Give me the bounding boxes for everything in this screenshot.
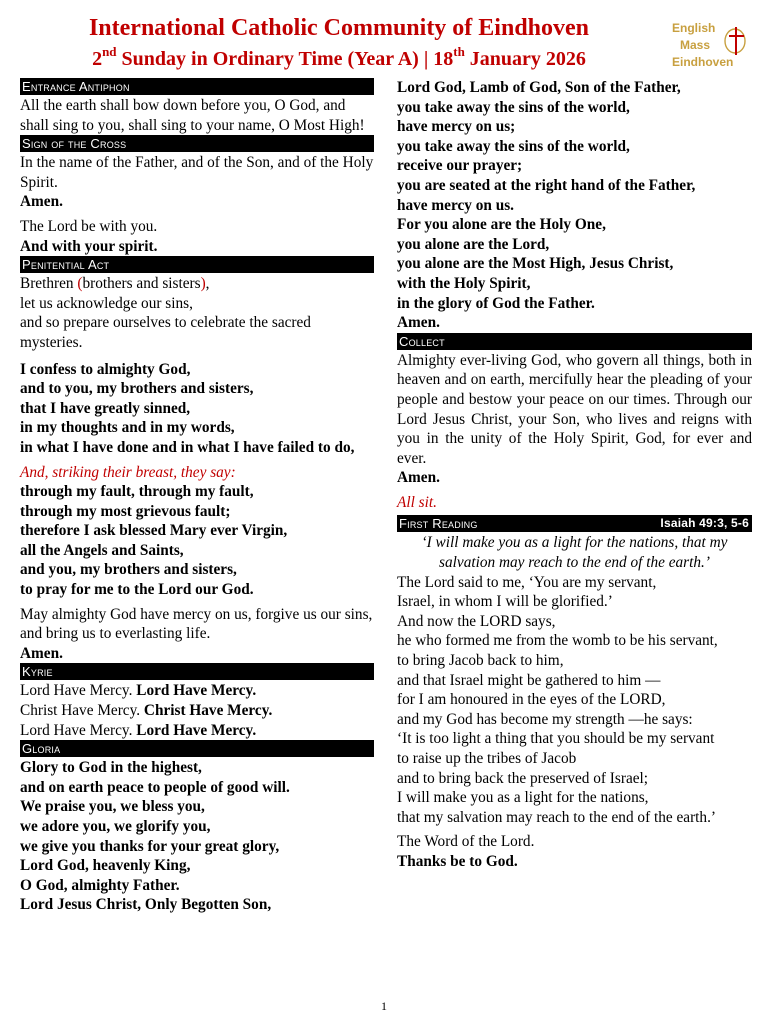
gloria-line: you take away the sins of the world, (397, 137, 630, 155)
gloria-line: you are seated at the right hand of the Father, (397, 176, 696, 194)
greeting-text: The Lord be with you. (20, 217, 158, 235)
confiteor-line: therefore I ask blessed Mary ever Virgin, (20, 522, 288, 540)
all-sit-rubric: All sit. (397, 493, 437, 511)
reading-line: for I am honoured in the eyes of the LORD, (397, 691, 666, 709)
confiteor-line: to pray for me to the Lord our God. (20, 581, 254, 599)
gloria-line: we give you thanks for your great glory, (20, 837, 280, 855)
section-title: Sign of the Cross (22, 136, 127, 152)
reading-line: and to bring back the preserved of Israel; (397, 769, 649, 787)
reading-line: Israel, in whom I will be glorified.’ (397, 593, 613, 611)
scripture-reference: Isaiah 49:3, 5-6 (660, 516, 749, 531)
confiteor-line: in my thoughts and in my words, (20, 419, 235, 437)
page-number: 1 (381, 999, 387, 1013)
confiteor-line: I confess to almighty God, (20, 360, 191, 378)
gloria-line: in the glory of God the Father. (397, 294, 595, 312)
gloria-line: you alone are the Most High, Jesus Christ, (397, 255, 674, 273)
logo-line-3: Eindhoven (672, 55, 734, 69)
gloria-line: Lord God, heavenly King, (20, 857, 191, 875)
confiteor-line: through my most grievous fault; (20, 502, 231, 520)
left-column (20, 78, 374, 915)
section-header-penitential-act (20, 256, 374, 273)
absolution-text: May almighty God have mercy on us, forgive us our sins, and bring us to everlasting life. (20, 605, 373, 643)
gloria-line: have mercy on us; (397, 118, 516, 136)
section-header-entrance-antiphon (20, 78, 374, 95)
gloria-line: Lord God, Lamb of God, Son of the Father, (397, 79, 681, 96)
section-title: Kyrie (22, 664, 53, 680)
section-header-kyrie (20, 663, 374, 680)
reading-summary: ‘I will make you as a light for the nations, that my salvation may reach to the end of the earth.’ (421, 534, 728, 572)
penitential-invitation-line-3: and so prepare ourselves to celebrate the sacred mysteries. (20, 314, 311, 351)
gloria-line: with the Holy Spirit, (397, 274, 531, 292)
collect-amen: Amen. (397, 469, 440, 487)
day-suffix: th (453, 44, 465, 59)
red-paren-close: ) (200, 275, 206, 293)
sunday-name-and-day: Sunday in Ordinary Time (Year A) | 18 (116, 48, 454, 70)
kyrie-response: Lord Have Mercy. (136, 682, 257, 700)
kyrie-call: Christ Have Mercy. (20, 702, 144, 720)
reading-line: ‘It is too light a thing that you should be my servant (397, 730, 715, 748)
gloria-line: We praise you, we bless you, (20, 798, 205, 816)
right-column (397, 78, 752, 872)
penitential-invitation-line-2: let us acknowledge our sins, (20, 294, 193, 312)
section-title: Collect (399, 333, 445, 349)
sign-of-cross-text: In the name of the Father, and of the Son, and of the Holy Spirit. (20, 154, 374, 191)
kyrie-row (20, 701, 374, 721)
breast-striking-rubric: And, striking their breast, they say: (20, 463, 236, 481)
section-header-gloria (20, 740, 374, 757)
confiteor-line: and you, my brothers and sisters, (20, 561, 237, 579)
gloria-continued (397, 78, 752, 333)
confiteor-part-1 (20, 360, 374, 458)
kyrie-response: Lord Have Mercy. (136, 721, 257, 739)
collect-text: Almighty ever-living God, who govern all things, both in heaven and on earth, mercifully hear the pleading of your people and bestow your peace on our times. Through our Lord Jesus Christ, your Son, who lives and reigns with you in the unity of the Holy Spirit, God, for ever and ever. (397, 351, 752, 467)
section-header-sign-of-the-cross (20, 135, 374, 152)
section-title: Gloria (22, 741, 61, 757)
absolution-amen: Amen. (20, 644, 63, 662)
reading-line: that my salvation may reach to the end of the earth.’ (397, 808, 716, 826)
greeting-response: And with your spirit. (20, 237, 158, 255)
gloria-line: receive our prayer; (397, 157, 523, 175)
gloria-text (20, 758, 374, 915)
reading-line: and that Israel might be gathered to him — (397, 671, 661, 689)
reading-line: And now the LORD says, (397, 612, 556, 630)
gloria-line: Glory to God in the highest, (20, 759, 202, 777)
gloria-amen: Amen. (397, 314, 440, 332)
english-mass-eindhoven-logo (672, 20, 756, 76)
section-header-first-reading (397, 515, 752, 532)
gloria-line: O God, almighty Father. (20, 876, 180, 894)
reading-line: to bring Jacob back to him, (397, 652, 564, 670)
community-title: International Catholic Community of Eindhoven (88, 15, 590, 41)
confiteor-line: through my fault, through my fault, (20, 483, 254, 501)
gloria-line: and on earth peace to people of good will. (20, 778, 290, 796)
month-year: January 2026 (464, 48, 586, 70)
confiteor-line: in what I have done and in what I have failed to do, (20, 438, 355, 456)
section-header-collect (397, 333, 752, 350)
reading-line: to raise up the tribes of Jacob (397, 750, 577, 767)
thanks-be-to-god: Thanks be to God. (397, 852, 518, 870)
red-paren-open: ( (77, 275, 83, 293)
kyrie-response: Christ Have Mercy. (143, 702, 273, 720)
ordinal-suffix: nd (102, 44, 117, 59)
liturgical-date-title (0, 46, 678, 72)
gloria-line: Lord Jesus Christ, Only Begotten Son, (20, 896, 272, 914)
cross-in-circle-icon (723, 24, 749, 56)
section-title: Penitential Act (22, 257, 110, 273)
word-of-the-lord: The Word of the Lord. (397, 833, 535, 851)
brethren-word: Brethren (20, 275, 78, 293)
kyrie-row (20, 721, 374, 741)
gloria-line: you alone are the Lord, (397, 235, 550, 253)
confiteor-line: all the Angels and Saints, (20, 541, 184, 559)
section-title: Entrance Antiphon (22, 79, 130, 94)
reading-line: and my God has become my strength —he says: (397, 710, 693, 728)
sunday-ordinal: 2 (92, 48, 103, 70)
brothers-and-sisters: brothers and sisters (82, 275, 201, 293)
section-title: First Reading (399, 516, 478, 532)
penitential-invitation-line-1 (20, 274, 374, 294)
gloria-line: For you alone are the Holy One, (397, 216, 606, 234)
gloria-line: have mercy on us. (397, 196, 514, 214)
logo-line-1: English (672, 21, 716, 35)
logo-line-2: Mass (680, 38, 711, 52)
comma: , (205, 275, 210, 293)
reading-line: he who formed me from the womb to be his servant, (397, 632, 718, 650)
kyrie-call: Lord Have Mercy. (20, 682, 137, 700)
kyrie-row (20, 681, 374, 701)
reading-line: I will make you as a light for the nations, (397, 789, 649, 807)
gloria-line: you take away the sins of the world, (397, 98, 630, 116)
gloria-line: we adore you, we glorify you, (20, 818, 211, 835)
confiteor-line: and to you, my brothers and sisters, (20, 380, 254, 398)
kyrie-call: Lord Have Mercy. (20, 721, 137, 739)
entrance-antiphon-text: All the earth shall bow down before you, O God, and shall sing to you, shall sing to your name, O Most High! (20, 97, 365, 134)
confiteor-part-2 (20, 482, 374, 600)
sign-of-cross-amen: Amen. (20, 193, 63, 211)
reading-line: The Lord said to me, ‘You are my servant, (397, 573, 657, 591)
confiteor-line: that I have greatly sinned, (20, 399, 191, 417)
